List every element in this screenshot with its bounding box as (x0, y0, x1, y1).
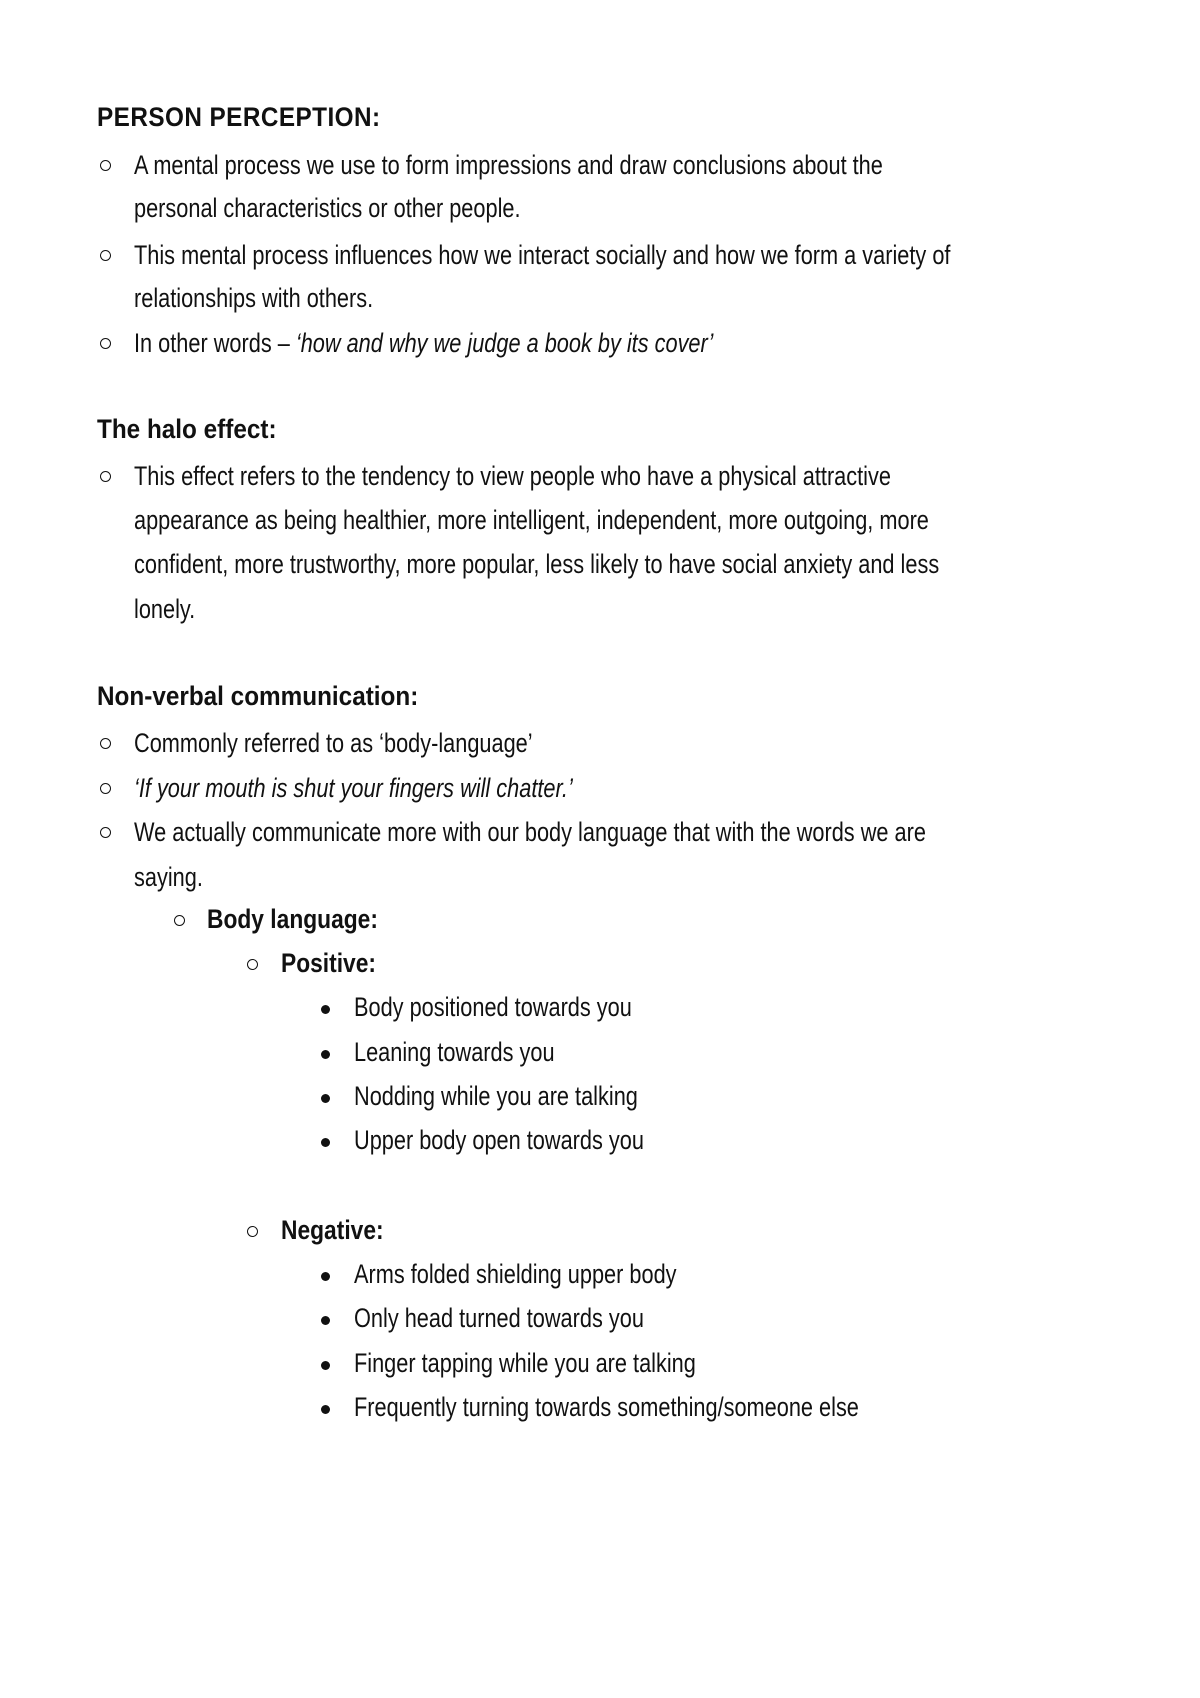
hollow-bullet-icon (100, 738, 111, 749)
halo-item1-line3: confident, more trustworthy, more popular, less likely to have social anxiety and less (134, 549, 940, 579)
pp-item3-prefix: In other words – (134, 328, 296, 358)
nv-item1: Commonly referred to as ‘body-language’ (134, 728, 533, 758)
nv-item2: ‘If your mouth is shut your fingers will chatter.’ (134, 773, 573, 803)
bullet-dot-icon (321, 1138, 330, 1147)
bullet-dot-icon (321, 1361, 330, 1370)
positive-item: Body positioned towards you (354, 992, 632, 1022)
hollow-bullet-icon (100, 783, 111, 794)
bullet-dot-icon (321, 1405, 330, 1414)
hollow-bullet-icon (100, 338, 111, 349)
pp-item2-line2: relationships with others. (134, 283, 374, 313)
positive-item: Upper body open towards you (354, 1125, 644, 1155)
heading-non-verbal: Non-verbal communication: (97, 681, 419, 711)
halo-item1-line2: appearance as being healthier, more intelligent, independent, more outgoing, more (134, 505, 929, 535)
negative-item: Frequently turning towards something/someone else (354, 1392, 859, 1422)
bullet-dot-icon (321, 1094, 330, 1103)
positive-item: Leaning towards you (354, 1037, 555, 1067)
hollow-bullet-icon (100, 250, 111, 261)
pp-item3 (134, 330, 713, 357)
pp-item3-quote: ‘how and why we judge a book by its cover’ (295, 328, 714, 358)
negative-item: Only head turned towards you (354, 1303, 644, 1333)
negative-label: Negative: (281, 1215, 384, 1245)
positive-label: Positive: (281, 948, 376, 978)
nv-item3-line2: saying. (134, 862, 203, 892)
positive-item: Nodding while you are talking (354, 1081, 638, 1111)
hollow-bullet-icon (100, 827, 111, 838)
pp-item1-line2: personal characteristics or other people. (134, 193, 521, 223)
halo-item1-line4: lonely. (134, 594, 196, 624)
bullet-dot-icon (321, 1272, 330, 1281)
hollow-bullet-icon (247, 959, 258, 970)
heading-person-perception: PERSON PERCEPTION: (97, 102, 381, 132)
bullet-dot-icon (321, 1316, 330, 1325)
pp-item1-line1: A mental process we use to form impressions and draw conclusions about the (134, 150, 883, 180)
halo-item1-line1: This effect refers to the tendency to view people who have a physical attractive (134, 461, 891, 491)
negative-item: Finger tapping while you are talking (354, 1348, 696, 1378)
hollow-bullet-icon (100, 160, 111, 171)
pp-item2-line1: This mental process influences how we interact socially and how we form a variety of (134, 240, 951, 270)
heading-halo-effect: The halo effect: (97, 414, 277, 444)
hollow-bullet-icon (247, 1226, 258, 1237)
hollow-bullet-icon (100, 471, 111, 482)
negative-item: Arms folded shielding upper body (354, 1259, 677, 1289)
bullet-dot-icon (321, 1050, 330, 1059)
bullet-dot-icon (321, 1005, 330, 1014)
body-language-label: Body language: (207, 904, 378, 934)
nv-item3-line1: We actually communicate more with our body language that with the words we are (134, 817, 926, 847)
hollow-bullet-icon (174, 915, 185, 926)
